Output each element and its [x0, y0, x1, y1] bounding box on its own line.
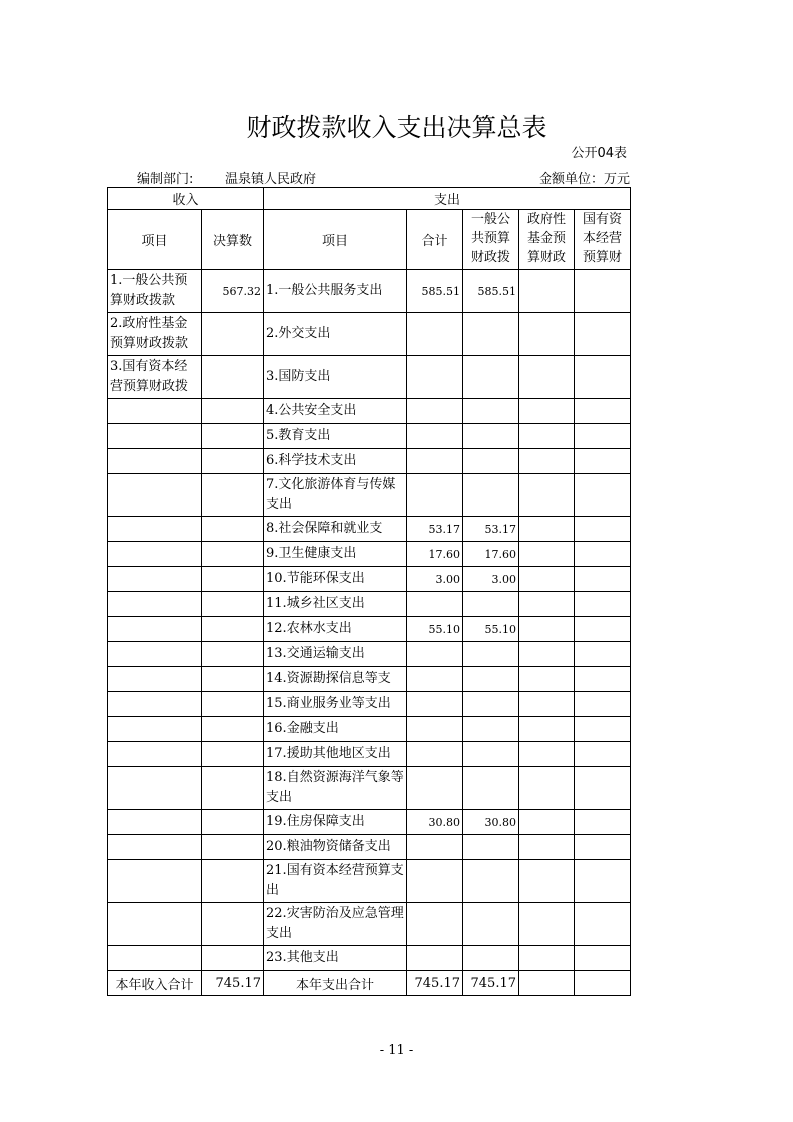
- table-row: [108, 313, 631, 356]
- table-row: [108, 399, 631, 424]
- income-item: 3.国有资本经营预算财政拨: [108, 356, 202, 399]
- expense-state-capital: [575, 860, 631, 903]
- expense-gov-fund: [519, 742, 575, 767]
- expense-state-capital: [575, 667, 631, 692]
- expense-general: [463, 692, 519, 717]
- header-state-capital-text: 国有资本经营预算财: [583, 212, 623, 265]
- expense-gov-fund: [519, 717, 575, 742]
- income-item: [108, 717, 202, 742]
- expense-general: [463, 860, 519, 903]
- expense-state-capital: [575, 424, 631, 449]
- expense-gov-fund: [519, 313, 575, 356]
- table-row: [108, 517, 631, 542]
- expense-item: 18.自然资源海洋气象等支出: [264, 767, 407, 810]
- expense-general: [463, 592, 519, 617]
- expense-general: [463, 946, 519, 971]
- expense-state-capital: [575, 567, 631, 592]
- expense-item: 1.一般公共服务支出: [264, 270, 407, 313]
- expense-general: [463, 667, 519, 692]
- expense-total: [407, 717, 463, 742]
- table-row: [108, 424, 631, 449]
- expense-gov-fund: [519, 567, 575, 592]
- expense-total: 30.80: [407, 810, 463, 835]
- expense-item: 14.资源勘探信息等支: [264, 667, 407, 692]
- table-row: [108, 860, 631, 903]
- expense-general: [463, 313, 519, 356]
- expense-item: 19.住房保障支出: [264, 810, 407, 835]
- header-income: 收入: [108, 188, 264, 210]
- expense-gov-fund: [519, 642, 575, 667]
- income-item: [108, 946, 202, 971]
- income-item: [108, 767, 202, 810]
- amount-unit: 金额单位：万元: [538, 172, 630, 187]
- income-amount: [202, 903, 264, 946]
- budget-table: [107, 187, 631, 996]
- income-item: [108, 642, 202, 667]
- expense-state-capital: [575, 356, 631, 399]
- income-amount: [202, 667, 264, 692]
- expense-general: [463, 835, 519, 860]
- expense-state-capital: [575, 270, 631, 313]
- expense-total: [407, 946, 463, 971]
- expense-state-capital: [575, 835, 631, 860]
- expense-total-gov-fund: [519, 971, 575, 996]
- expense-total: [407, 692, 463, 717]
- table-row: [108, 592, 631, 617]
- expense-item: 2.外交支出: [264, 313, 407, 356]
- expense-total: [407, 424, 463, 449]
- dept-label: 编制部门:: [137, 172, 194, 187]
- table-row: [108, 449, 631, 474]
- header-general-budget: [463, 210, 519, 270]
- expense-general: [463, 424, 519, 449]
- expense-general: [463, 903, 519, 946]
- table-row: [108, 270, 631, 313]
- income-amount: [202, 517, 264, 542]
- expense-item: 15.商业服务业等支出: [264, 692, 407, 717]
- header-expense: 支出: [264, 188, 631, 210]
- totals-row: [108, 971, 631, 996]
- income-amount: [202, 617, 264, 642]
- expense-item: 13.交通运输支出: [264, 642, 407, 667]
- expense-general: [463, 399, 519, 424]
- expense-total: [407, 642, 463, 667]
- table-row: [108, 835, 631, 860]
- expense-total: 745.17: [407, 971, 463, 996]
- expense-general: [463, 642, 519, 667]
- expense-total: [407, 474, 463, 517]
- income-item: [108, 692, 202, 717]
- expense-state-capital: [575, 717, 631, 742]
- expense-item: 9.卫生健康支出: [264, 542, 407, 567]
- table-row: [108, 810, 631, 835]
- expense-item: 6.科学技术支出: [264, 449, 407, 474]
- income-item: 1.一般公共预算财政拨款: [108, 270, 202, 313]
- expense-total: [407, 449, 463, 474]
- expense-gov-fund: [519, 692, 575, 717]
- income-amount: [202, 717, 264, 742]
- header-gov-fund-text: 政府性基金预算财政: [527, 212, 567, 265]
- expense-gov-fund: [519, 449, 575, 474]
- income-item: [108, 542, 202, 567]
- expense-item: 20.粮油物资储备支出: [264, 835, 407, 860]
- expense-total: [407, 313, 463, 356]
- income-item: [108, 742, 202, 767]
- expense-item: 23.其他支出: [264, 946, 407, 971]
- expense-total: [407, 767, 463, 810]
- header-income-amount: 决算数: [202, 210, 264, 270]
- expense-total: 55.10: [407, 617, 463, 642]
- expense-state-capital: [575, 517, 631, 542]
- expense-state-capital: [575, 474, 631, 517]
- income-amount: [202, 399, 264, 424]
- expense-state-capital: [575, 642, 631, 667]
- income-item: [108, 449, 202, 474]
- expense-item: 7.文化旅游体育与传媒支出: [264, 474, 407, 517]
- expense-gov-fund: [519, 542, 575, 567]
- expense-item: 8.社会保障和就业支: [264, 517, 407, 542]
- income-amount: [202, 542, 264, 567]
- form-number: 公开04表: [571, 146, 627, 161]
- table-row: [108, 567, 631, 592]
- expense-state-capital: [575, 742, 631, 767]
- page-number: - 11 -: [379, 1043, 414, 1058]
- expense-total: 17.60: [407, 542, 463, 567]
- expense-total: [407, 592, 463, 617]
- table-row: [108, 617, 631, 642]
- header-general-budget-text: 一般公共预算财政拨: [471, 212, 511, 265]
- income-amount: [202, 313, 264, 356]
- expense-general: 55.10: [463, 617, 519, 642]
- income-amount: [202, 449, 264, 474]
- income-item: [108, 474, 202, 517]
- expense-gov-fund: [519, 424, 575, 449]
- expense-general: 17.60: [463, 542, 519, 567]
- expense-total-state-capital: [575, 971, 631, 996]
- income-amount: [202, 424, 264, 449]
- table-row: [108, 717, 631, 742]
- income-item: [108, 667, 202, 692]
- expense-state-capital: [575, 399, 631, 424]
- expense-total: [407, 903, 463, 946]
- expense-item: 21.国有资本经营预算支出: [264, 860, 407, 903]
- expense-state-capital: [575, 449, 631, 474]
- table-row: [108, 642, 631, 667]
- expense-general: 30.80: [463, 810, 519, 835]
- expense-item: 4.公共安全支出: [264, 399, 407, 424]
- expense-general: [463, 449, 519, 474]
- income-total-amount: 745.17: [202, 971, 264, 996]
- expense-state-capital: [575, 542, 631, 567]
- expense-item: 17.援助其他地区支出: [264, 742, 407, 767]
- expense-total: 3.00: [407, 567, 463, 592]
- expense-gov-fund: [519, 810, 575, 835]
- expense-gov-fund: [519, 592, 575, 617]
- expense-gov-fund: [519, 356, 575, 399]
- table-row: [108, 542, 631, 567]
- expense-state-capital: [575, 692, 631, 717]
- income-item: [108, 860, 202, 903]
- dept-name: 温泉镇人民政府: [225, 172, 317, 187]
- expense-item: 12.农林水支出: [264, 617, 407, 642]
- expense-item: 11.城乡社区支出: [264, 592, 407, 617]
- income-amount: [202, 835, 264, 860]
- expense-gov-fund: [519, 399, 575, 424]
- income-amount: [202, 474, 264, 517]
- expense-state-capital: [575, 592, 631, 617]
- income-amount: [202, 356, 264, 399]
- expense-gov-fund: [519, 667, 575, 692]
- header-state-capital: [575, 210, 631, 270]
- income-item: [108, 592, 202, 617]
- expense-state-capital: [575, 313, 631, 356]
- income-amount: [202, 642, 264, 667]
- expense-gov-fund: [519, 903, 575, 946]
- income-amount: [202, 946, 264, 971]
- table-row: [108, 903, 631, 946]
- income-item: [108, 567, 202, 592]
- income-amount: [202, 860, 264, 903]
- expense-total: [407, 835, 463, 860]
- expense-gov-fund: [519, 474, 575, 517]
- expense-state-capital: [575, 617, 631, 642]
- expense-gov-fund: [519, 270, 575, 313]
- expense-total: [407, 860, 463, 903]
- income-amount: [202, 742, 264, 767]
- expense-general: 585.51: [463, 270, 519, 313]
- table-row: [108, 667, 631, 692]
- expense-item: 5.教育支出: [264, 424, 407, 449]
- expense-general: [463, 356, 519, 399]
- income-total-label: 本年收入合计: [108, 971, 202, 996]
- expense-general: [463, 717, 519, 742]
- income-amount: [202, 567, 264, 592]
- expense-general: [463, 474, 519, 517]
- expense-general: 3.00: [463, 567, 519, 592]
- expense-total: [407, 399, 463, 424]
- expense-gov-fund: [519, 946, 575, 971]
- income-item: [108, 617, 202, 642]
- income-item: [108, 517, 202, 542]
- expense-gov-fund: [519, 835, 575, 860]
- expense-item: 3.国防支出: [264, 356, 407, 399]
- expense-total: 53.17: [407, 517, 463, 542]
- income-item: [108, 399, 202, 424]
- income-amount: [202, 692, 264, 717]
- income-item: [108, 424, 202, 449]
- income-amount: [202, 767, 264, 810]
- table-row: [108, 692, 631, 717]
- income-item: [108, 903, 202, 946]
- expense-total-general: 745.17: [463, 971, 519, 996]
- expense-general: [463, 742, 519, 767]
- header-gov-fund: [519, 210, 575, 270]
- expense-total-label: 本年支出合计: [264, 971, 407, 996]
- income-item: [108, 810, 202, 835]
- expense-general: [463, 767, 519, 810]
- expense-total: 585.51: [407, 270, 463, 313]
- expense-total: [407, 667, 463, 692]
- expense-total: [407, 742, 463, 767]
- expense-item: 22.灾害防治及应急管理支出: [264, 903, 407, 946]
- expense-general: 53.17: [463, 517, 519, 542]
- income-amount: [202, 810, 264, 835]
- expense-item: 10.节能环保支出: [264, 567, 407, 592]
- header-total: 合计: [407, 210, 463, 270]
- expense-item: 16.金融支出: [264, 717, 407, 742]
- expense-gov-fund: [519, 617, 575, 642]
- page-title: 财政拨款收入支出决算总表: [246, 113, 547, 142]
- expense-state-capital: [575, 810, 631, 835]
- expense-state-capital: [575, 903, 631, 946]
- income-item: [108, 835, 202, 860]
- header-expense-item: 项目: [264, 210, 407, 270]
- income-amount: [202, 592, 264, 617]
- table-row: [108, 742, 631, 767]
- table-row: [108, 767, 631, 810]
- expense-gov-fund: [519, 767, 575, 810]
- table-row: [108, 356, 631, 399]
- header-income-item: 项目: [108, 210, 202, 270]
- expense-total: [407, 356, 463, 399]
- expense-state-capital: [575, 946, 631, 971]
- expense-gov-fund: [519, 517, 575, 542]
- income-item: 2.政府性基金预算财政拨款: [108, 313, 202, 356]
- expense-state-capital: [575, 767, 631, 810]
- table-row: [108, 474, 631, 517]
- table-row: [108, 946, 631, 971]
- income-amount: 567.32: [202, 270, 264, 313]
- expense-gov-fund: [519, 860, 575, 903]
